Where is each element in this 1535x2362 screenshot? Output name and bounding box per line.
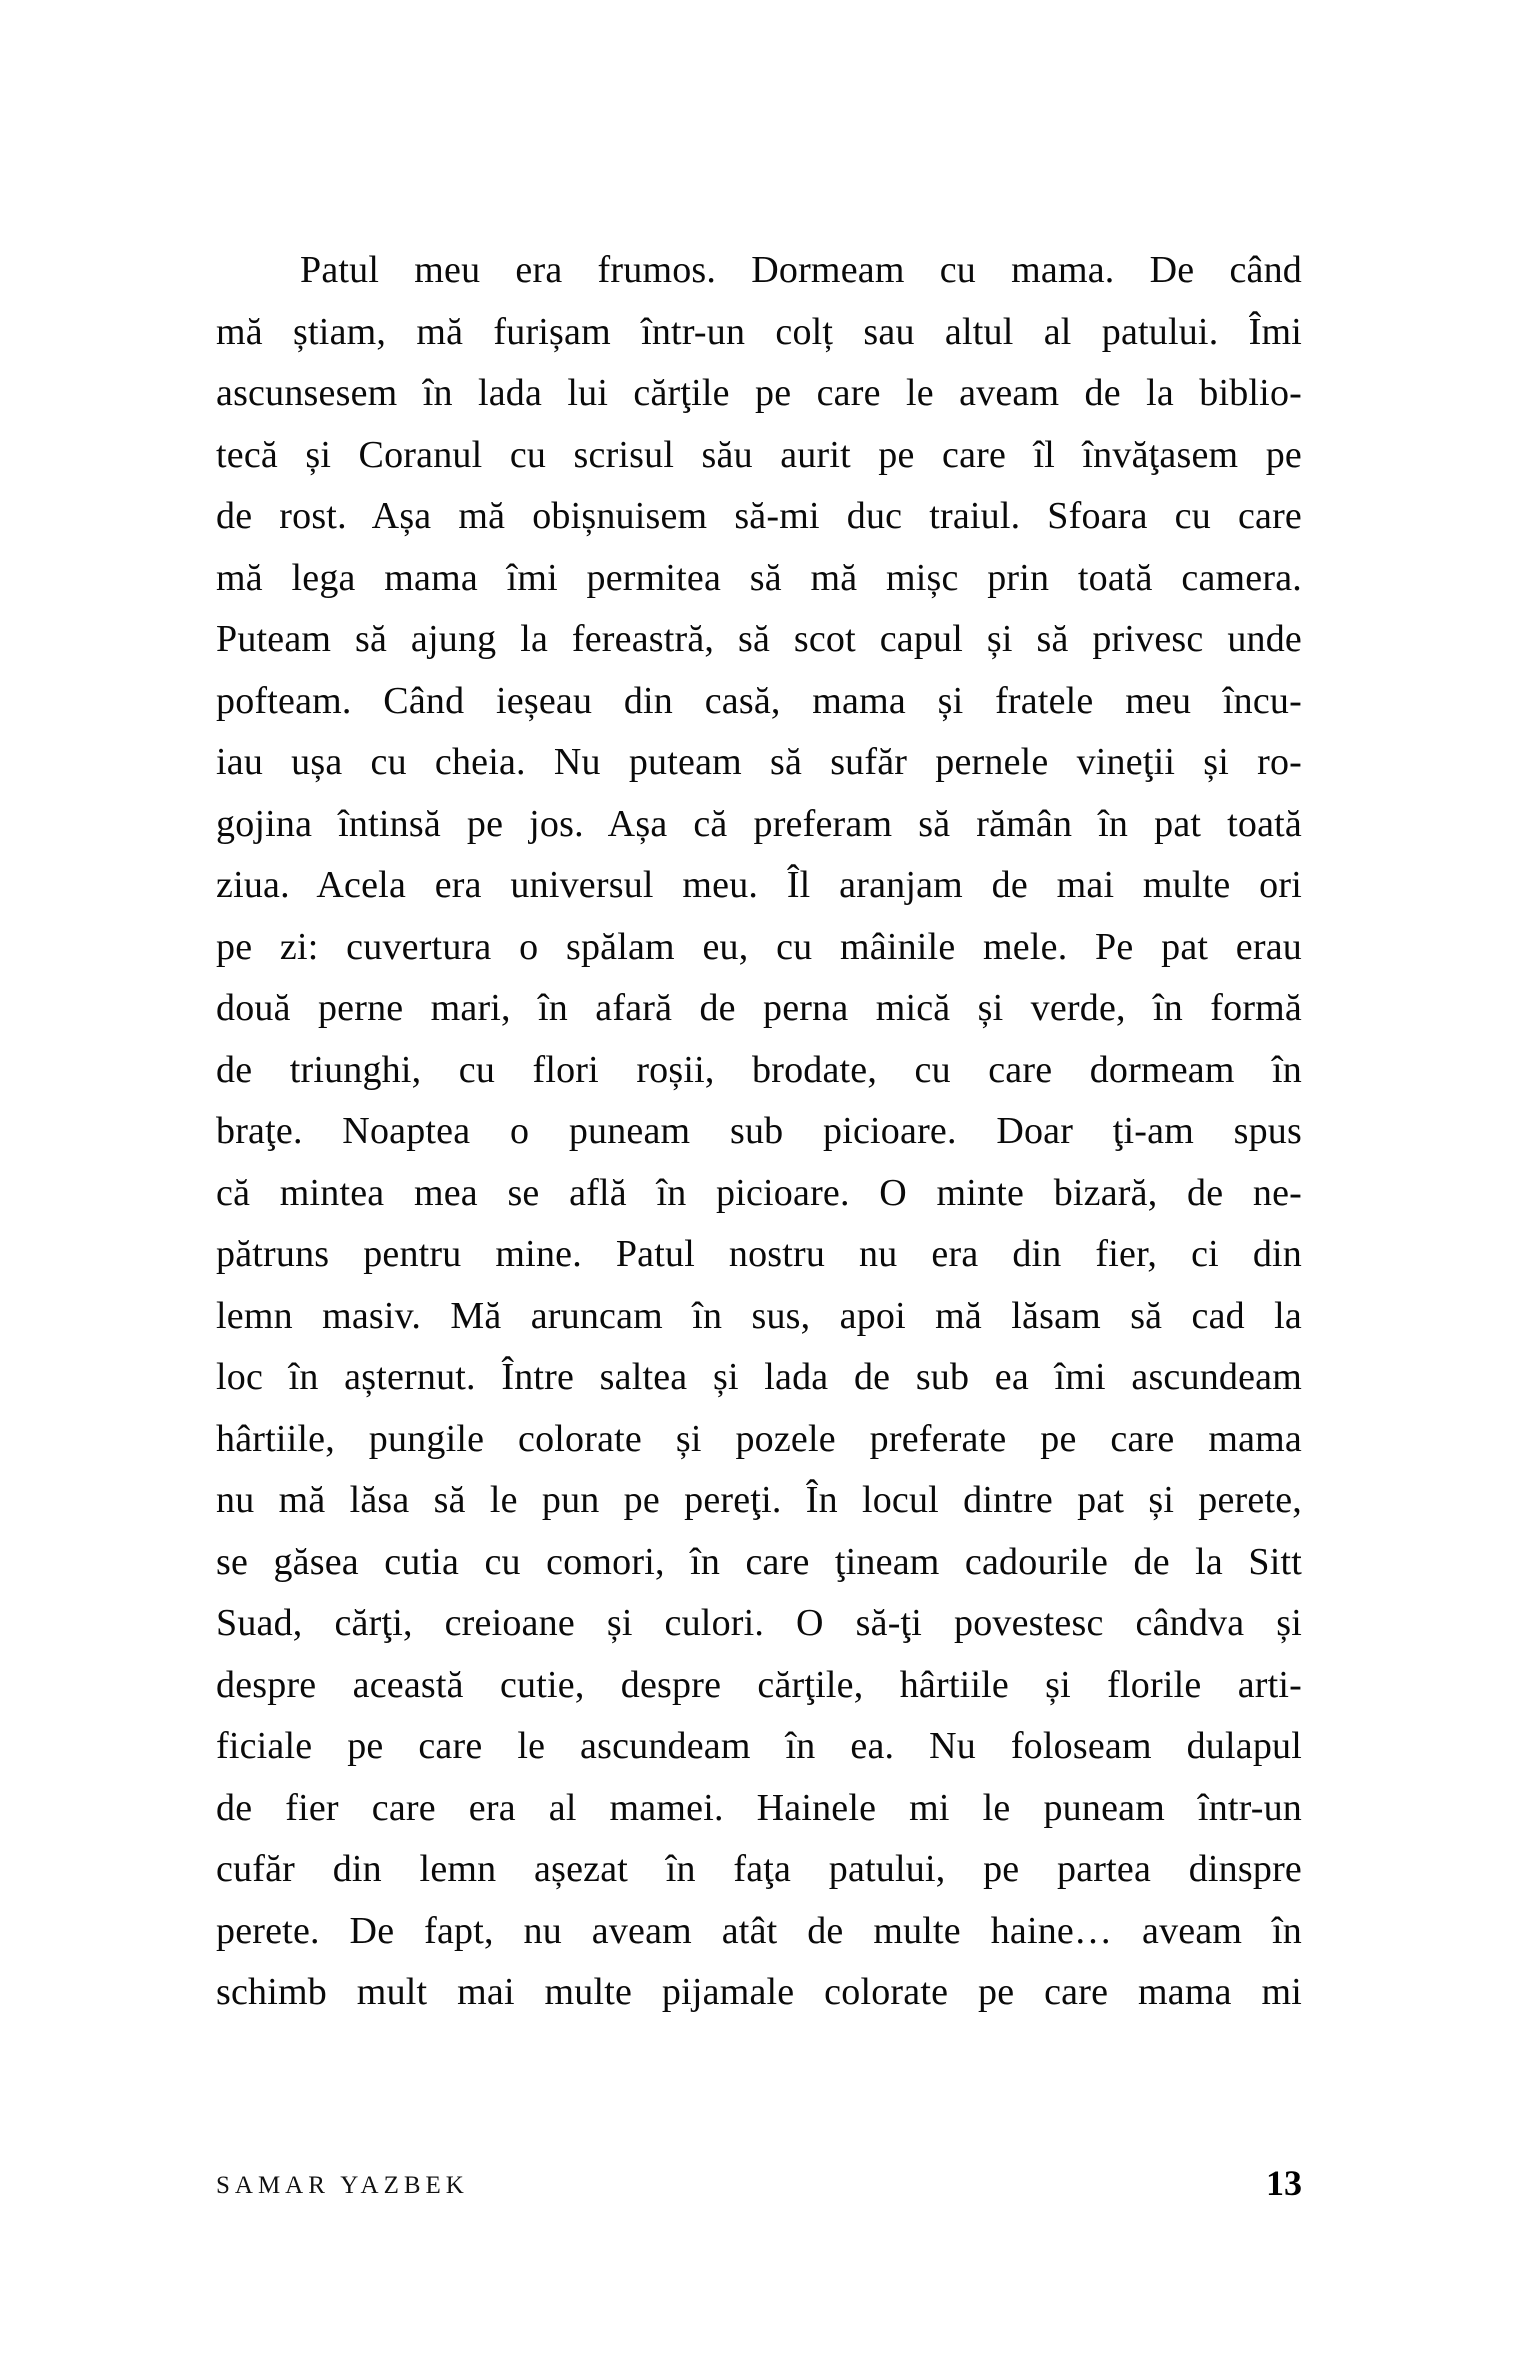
text-line: loc în așternut. Între saltea și lada de sub ea îmi ascundeam — [216, 1356, 1302, 1398]
text-line: mă știam, mă furișam într-un colț sau altul al patului. Îmi — [216, 310, 1302, 353]
text-line: pe zi: cuvertura o spălam eu, cu mâinile mele. Pe pat erau — [216, 925, 1302, 968]
text-line: mă lega mama îmi permitea să mă mișc prin toată camera. — [216, 556, 1302, 599]
text-line: nu mă lăsa să le pun pe pereţi. În locul dintre pat și perete, — [216, 1479, 1302, 1521]
text-line: Suad, cărţi, creioane și culori. O să-ţi povestesc cândva și — [216, 1602, 1302, 1644]
footer-page-number: 13 — [1266, 2163, 1302, 2203]
text-line: iau ușa cu cheia. Nu puteam să sufăr pernele vineţii și ro- — [216, 741, 1302, 783]
text-line: schimb mult mai multe pijamale colorate pe care mama mi — [216, 1971, 1302, 2013]
text-line: despre această cutie, despre cărţile, hârtiile și florile arti- — [216, 1663, 1302, 1706]
body-text — [216, 240, 1302, 2024]
text-line: ascunsesem în lada lui cărţile pe care le aveam de la biblio- — [216, 372, 1302, 414]
text-line: braţe. Noaptea o puneam sub picioare. Doar ţi-am spus — [216, 1110, 1302, 1152]
text-line: de rost. Așa mă obișnuisem să-mi duc traiul. Sfoara cu care — [216, 495, 1302, 537]
text-line: cufăr din lemn așezat în faţa patului, pe partea dinspre — [216, 1848, 1302, 1890]
footer-author: SAMAR YAZBEK — [216, 2172, 469, 2199]
text-line: pofteam. Când ieșeau din casă, mama și fratele meu încu- — [216, 679, 1302, 722]
text-line: ficiale pe care le ascundeam în ea. Nu foloseam dulapul — [216, 1725, 1302, 1767]
text-line: ziua. Acela era universul meu. Îl aranjam de mai multe ori — [216, 864, 1302, 906]
text-line: Patul meu era frumos. Dormeam cu mama. De când — [300, 249, 1302, 291]
text-line: pătruns pentru mine. Patul nostru nu era din fier, ci din — [216, 1233, 1302, 1275]
page-footer — [216, 2162, 1302, 2212]
text-line: se găsea cutia cu comori, în care ţineam cadourile de la Sitt — [216, 1540, 1302, 1583]
text-line: de triunghi, cu flori roșii, brodate, cu care dormeam în — [216, 1048, 1302, 1091]
text-line: Puteam să ajung la fereastră, să scot capul și să privesc unde — [216, 618, 1302, 660]
text-line: perete. De fapt, nu aveam atât de multe haine… aveam în — [216, 1909, 1302, 1952]
text-line: hârtiile, pungile colorate și pozele preferate pe care mama — [216, 1417, 1302, 1460]
text-line: tecă și Coranul cu scrisul său aurit pe care îl învăţasem pe — [216, 433, 1302, 476]
text-line: gojina întinsă pe jos. Așa că preferam să rămân în pat toată — [216, 802, 1302, 845]
text-line: două perne mari, în afară de perna mică și verde, în formă — [216, 987, 1302, 1029]
text-line: că mintea mea se află în picioare. O minte bizară, de ne- — [216, 1171, 1302, 1214]
text-line: de fier care era al mamei. Hainele mi le puneam într-un — [216, 1786, 1302, 1829]
text-line: lemn masiv. Mă aruncam în sus, apoi mă lăsam să cad la — [216, 1294, 1302, 1337]
